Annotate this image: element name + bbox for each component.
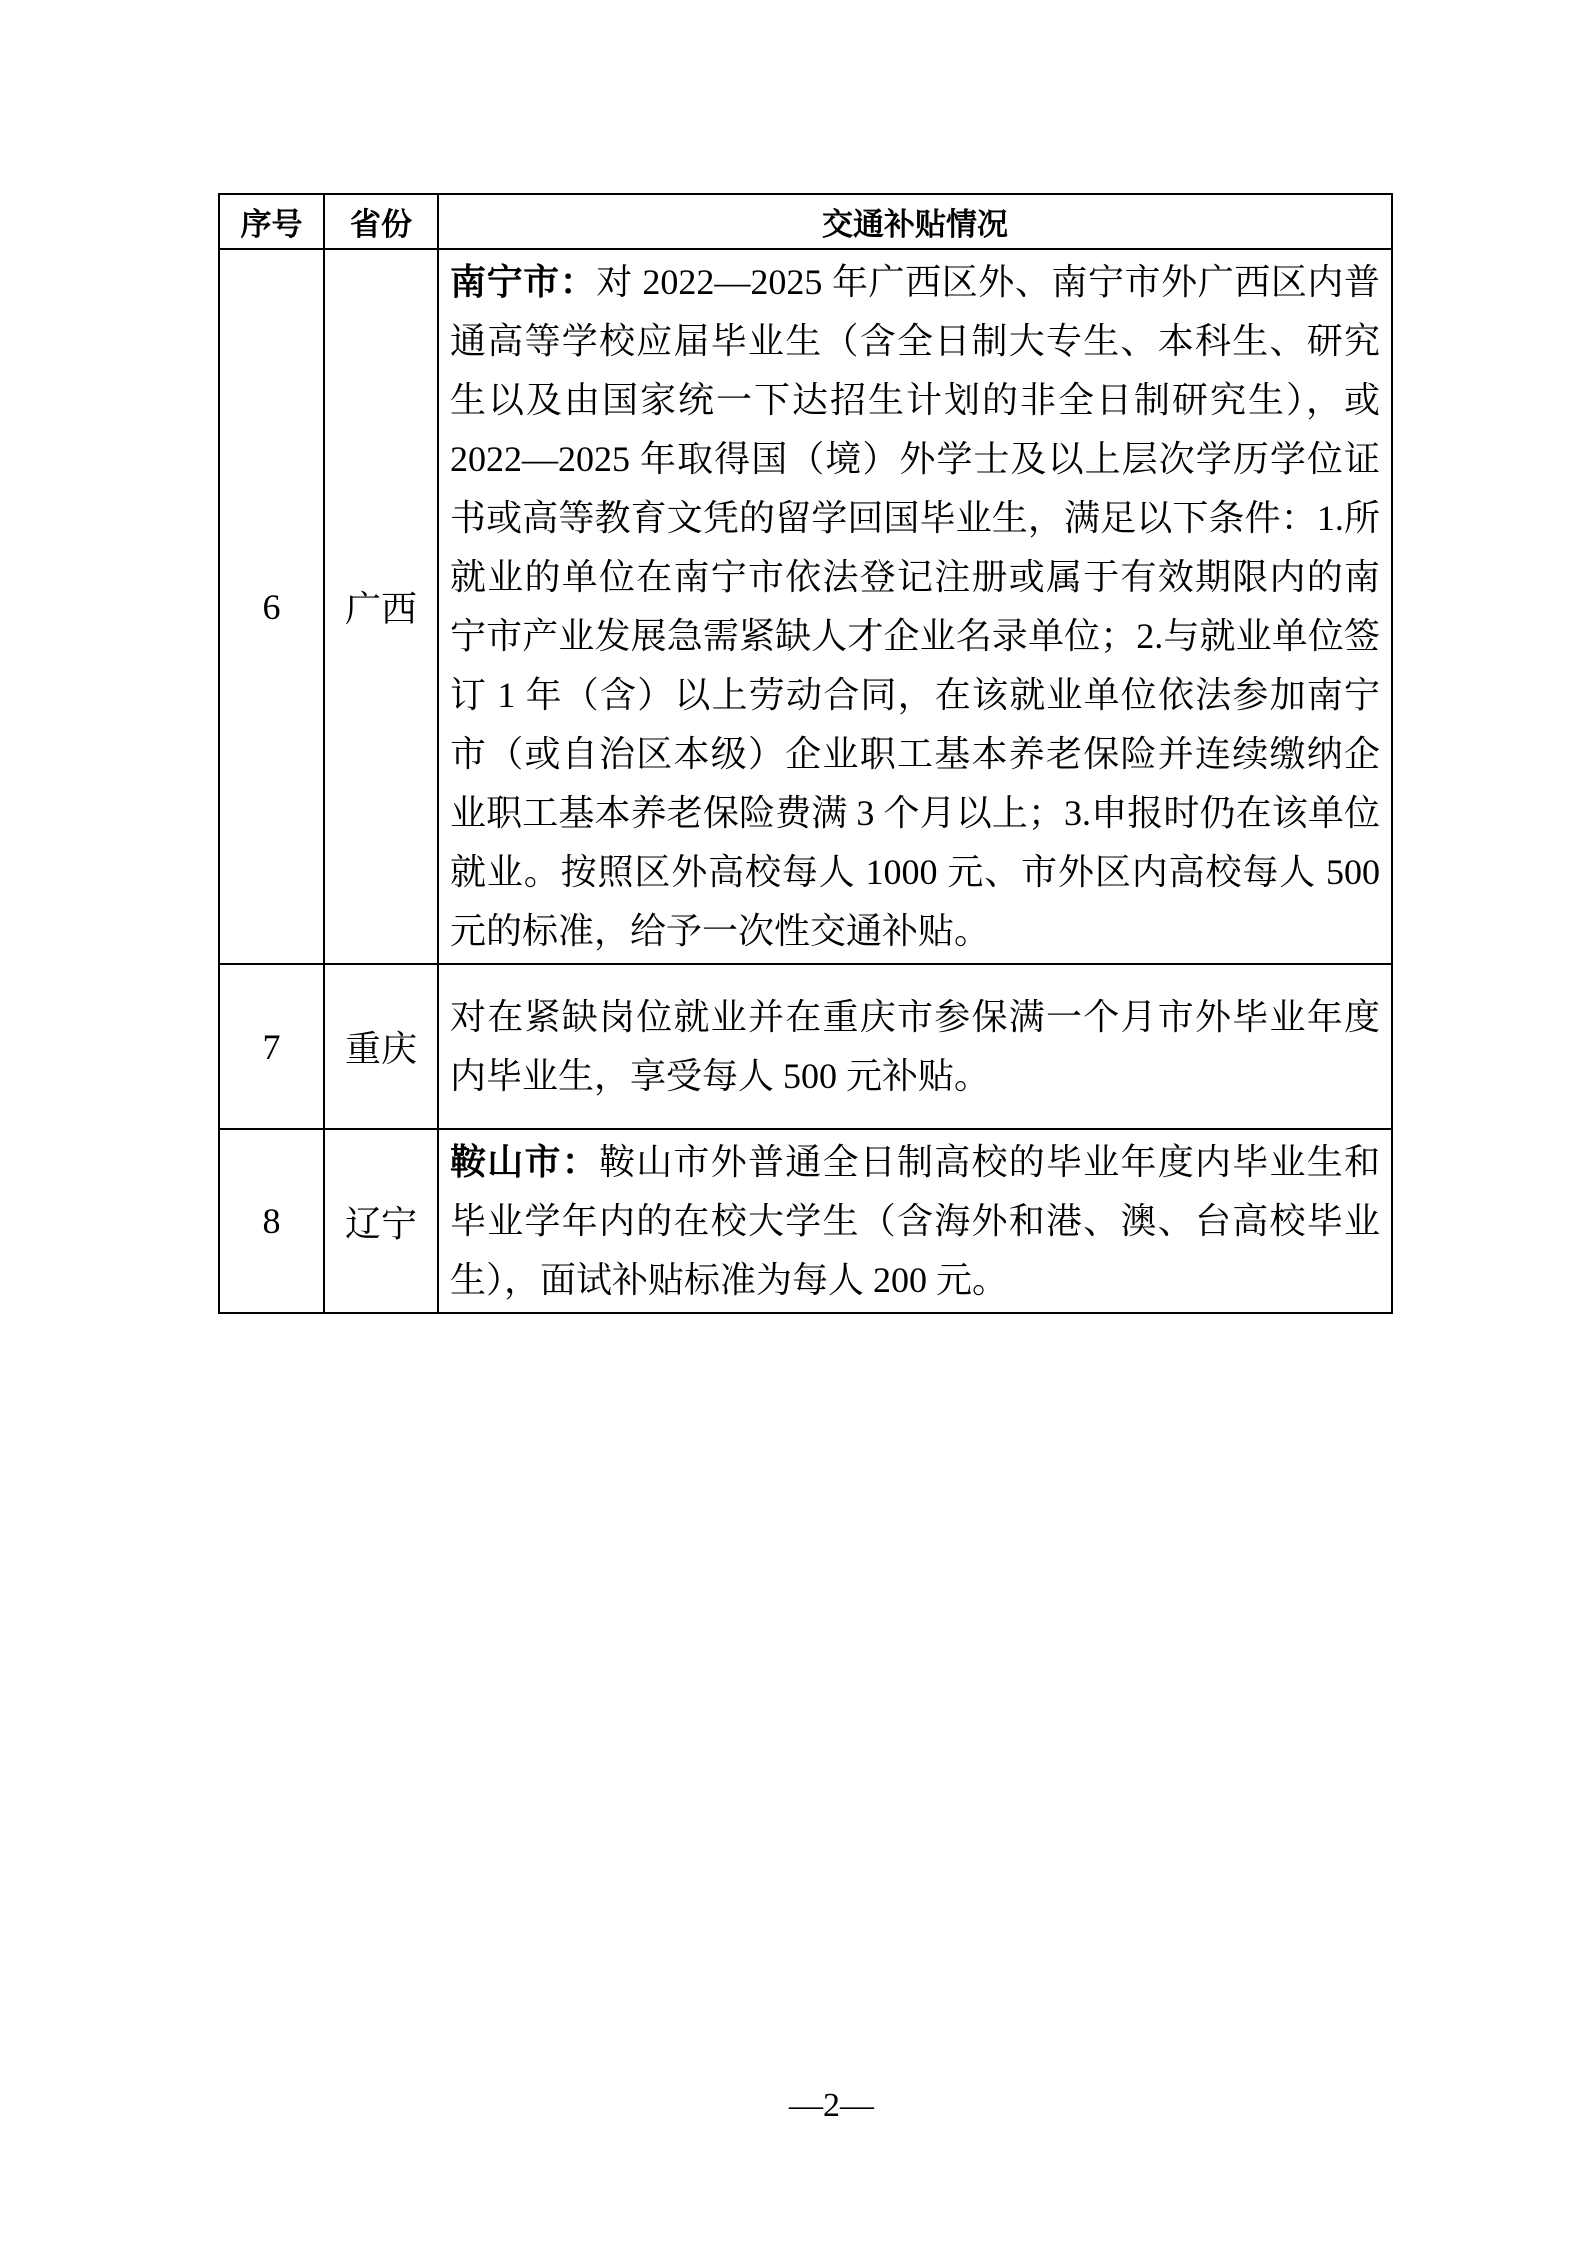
page-number: —2— [789,2087,874,2124]
header-cell-province: 省份 [324,194,438,249]
row-province: 广西 [324,249,438,964]
row-number: 8 [219,1129,324,1313]
header-cell-number: 序号 [219,194,324,249]
subsidy-table [218,193,1393,1314]
row-number: 6 [219,249,324,964]
subsidy-detail-text: 对 2022—2025 年广西区外、南宁市外广西区内普通高等学校应届毕业生（含全日制大专生、本科生、研究生以及由国家统一下达招生计划的非全日制研究生），或 2022—2025 年取得国（境）外学士及以上层次学历学位证书或高等教育文凭的留学回国毕业生，满足以下条件：1.所就业的单位在南宁市依法登记注册或属于有效期限内的南宁市产业发展急需紧缺人才企业名录单位；2.与就业单位签订 1 年（含）以上劳动合同，在该就业单位依法参加南宁市（或自治区本级）企业职工基本养老保险并连续缴纳企业职工基本养老保险费满 3 个月以上；3.申报时仍在该单位就业。按照区外高校每人 1000 元、市外区内高校每人 500 元的标准，给予一次性交通补贴。 [450,262,1380,951]
table-row [219,964,1392,1129]
row-number: 7 [219,964,324,1129]
row-subsidy-detail [438,249,1392,964]
city-name-bold-prefix: 南宁市： [450,261,597,302]
header-cell-subsidy-info: 交通补贴情况 [438,194,1392,249]
table-row [219,249,1392,964]
subsidy-detail-text: 鞍山市外普通全日制高校的毕业年度内毕业生和毕业学年内的在校大学生（含海外和港、澳、台高校毕业生），面试补贴标准为每人 200 元。 [450,1142,1380,1300]
row-province: 重庆 [324,964,438,1129]
table-row [219,1129,1392,1313]
city-name-bold-prefix: 鞍山市： [450,1141,599,1182]
row-subsidy-detail [438,1129,1392,1313]
header-row [219,194,1392,249]
subsidy-detail-text: 对在紧缺岗位就业并在重庆市参保满一个月市外毕业年度内毕业生，享受每人 500 元补贴。 [450,997,1380,1096]
subsidy-table-header [219,194,1392,249]
row-province: 辽宁 [324,1129,438,1313]
row-subsidy-detail [438,964,1392,1129]
subsidy-table-body [219,249,1392,1313]
